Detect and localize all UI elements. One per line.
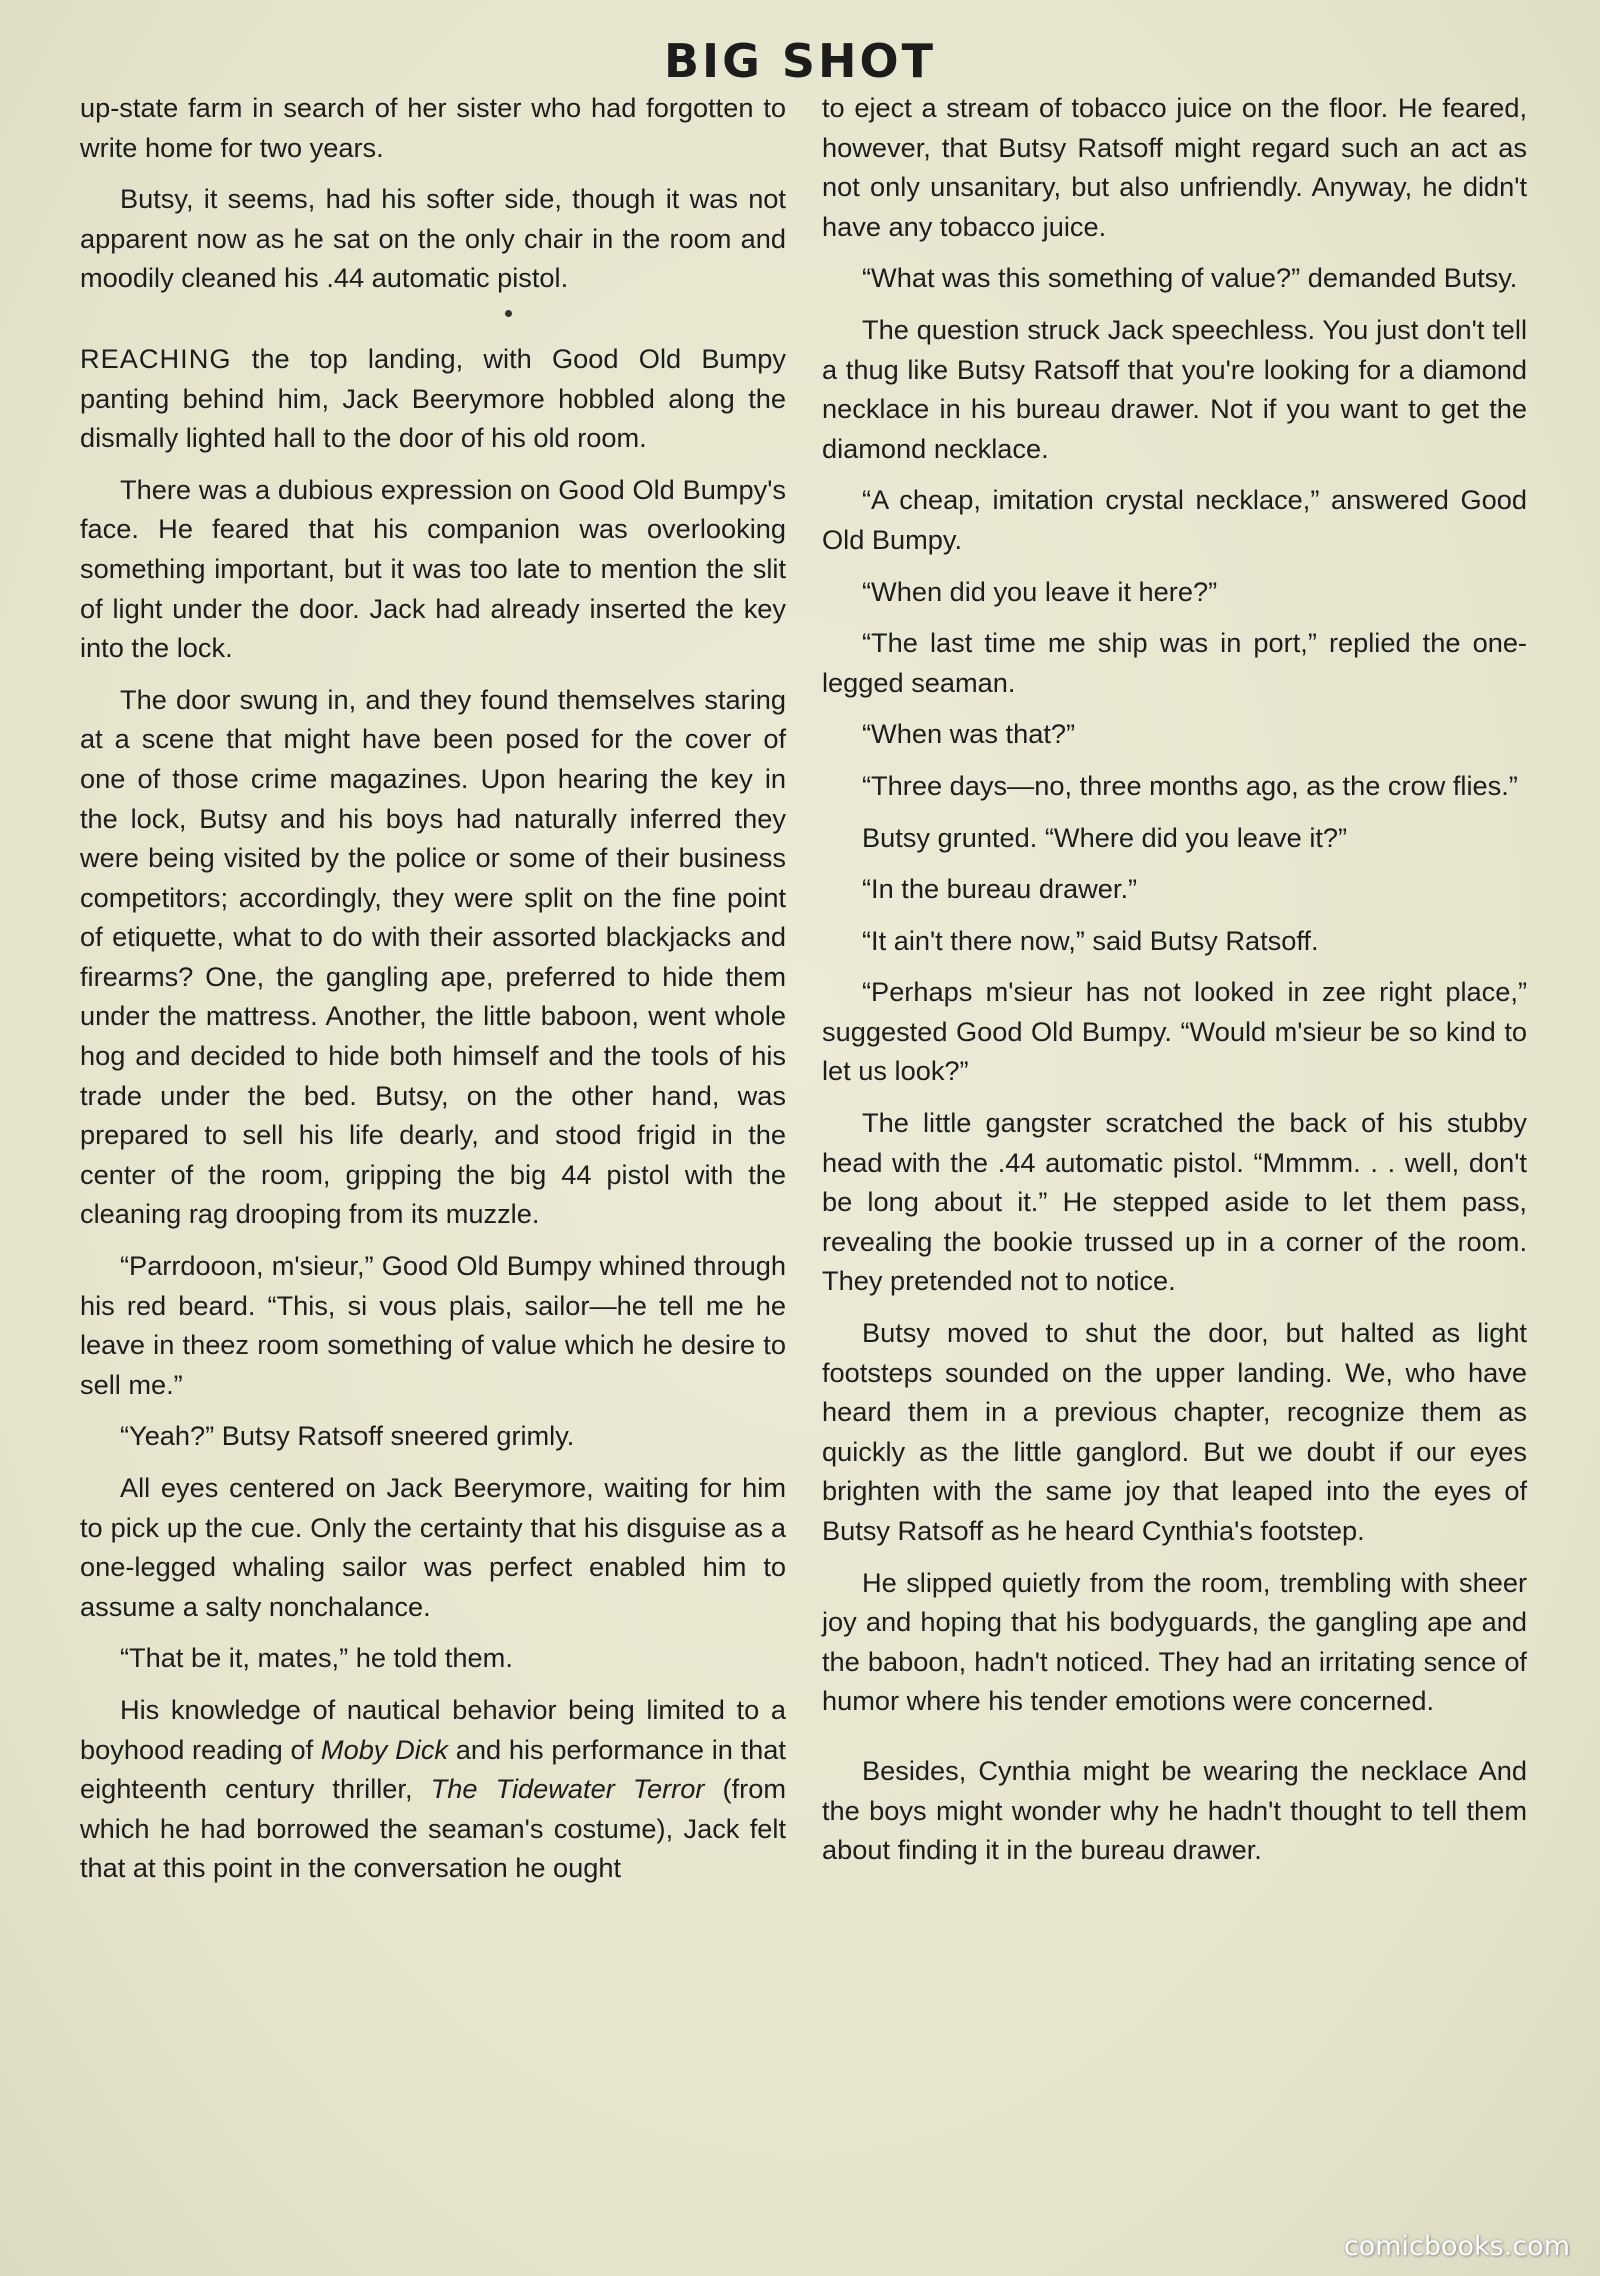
paragraph: There was a dubious expression on Good Old Bumpy's face. He feared that his companion was overlooking something important, but it was too late to mention the slit of light under the door. Jack had already inserted the key into the lock.	[80, 473, 786, 664]
paragraph: to eject a stream of tobacco juice on the floor. He feared, however, that Butsy Ratsoff might regard such an act as not only unsanitary, but also unfriendly. Anyway, he didn't have any tobacco juice.	[822, 92, 1527, 242]
paragraph: All eyes centered on Jack Beerymore, waiting for him to pick up the cue. Only the certainty that his disguise as a one-legged whaling sailor was perfect enabled him to assume a salty nonchalance.	[80, 1472, 786, 1622]
paragraph: up-state farm in search of her sister who had forgotten to write home for two years.	[80, 92, 786, 163]
paragraph: The door swung in, and they found themselves staring at a scene that might have been posed for the cover of one of those crime magazines. Upon hearing the key in the lock, Butsy and his boys had naturally inferred they were being visited by the police or some of their business competitors; accordingly, they were split on the fine point of etiquette, what to do with their assorted blackjacks and firearms? One, the gangling ape, preferred to hide them under the mattress. Another, the little baboon, went whole hog and decided to hide both himself and the tools of his trade under the bed. Butsy, on the other hand, was prepared to sell his life dearly, and stood frigid in the center of the room, gripping the big 44 pistol with the cleaning rag drooping from its muzzle.	[80, 683, 786, 1230]
paragraph: “Parrdooon, m'sieur,” Good Old Bumpy whined through his red beard. “This, si vous plais, sailor—he tell me he leave in theez room something of value which he desire to sell me.”	[80, 1250, 786, 1400]
paragraph	[80, 1690, 786, 1888]
paragraph: Butsy, it seems, had his softer side, though it was not apparent now as he sat on the only chair in the room and moodily cleaned his .44 automatic pistol.	[80, 183, 786, 294]
paragraph: “Yeah?” Butsy Ratsoff sneered grimly.	[120, 1420, 575, 1452]
paragraph: Butsy grunted. “Where did you leave it?”	[862, 821, 1348, 853]
paragraph: “When was that?”	[862, 718, 1076, 750]
paragraph: “What was this something of value?” demanded Butsy.	[862, 262, 1518, 294]
paragraph: The question struck Jack speechless. You just don't tell a thug like Butsy Ratsoff that you're looking for a diamond necklace in his bureau drawer. Not if you want to get the diamond necklace.	[822, 313, 1527, 464]
paragraph: “When did you leave it here?”	[862, 575, 1218, 607]
page-header-title: BIG SHOT	[663, 34, 937, 88]
right-text-column	[822, 88, 1527, 1882]
paragraph: “In the bureau drawer.”	[862, 873, 1138, 905]
paragraph: Besides, Cynthia might be wearing the necklace And the boys might wonder why he hadn't thought to tell them about finding it in the bureau drawer.	[822, 1754, 1527, 1866]
paragraph: “That be it, mates,” he told them.	[120, 1642, 513, 1674]
paragraph: “It ain't there now,” said Butsy Ratsoff.	[862, 924, 1319, 956]
scene-break-bullet	[505, 310, 512, 317]
paragraph-text: (from which he had borrowed the seaman's costume), Jack felt that at this point in the conversation he ought	[80, 1773, 786, 1884]
site-watermark: comicbooks.com	[1343, 2231, 1570, 2262]
paragraph: “The last time me ship was in port,” replied the one-legged seaman.	[822, 627, 1527, 698]
book-title-italic: The Tidewater Terror	[430, 1773, 705, 1805]
paragraph: The little gangster scratched the back of his stubby head with the .44 automatic pistol. “Mmmm. . . well, don't be long about it.” He stepped aside to let them pass, revealing the bookie trussed up in a corner of the room. They pretended not to notice.	[822, 1107, 1527, 1297]
paragraph: He slipped quietly from the room, trembling with sheer joy and hoping that his bodyguards, the gangling ape and the baboon, hadn't noticed. They had an irritating sence of humor where his tender emotions were concerned.	[822, 1566, 1527, 1717]
paragraph: “A cheap, imitation crystal necklace,” answered Good Old Bumpy.	[822, 484, 1527, 555]
paragraph: “Three days—no, three months ago, as the crow flies.”	[862, 769, 1518, 801]
paragraph: “Perhaps m'sieur has not looked in zee right place,” suggested Good Old Bumpy. “Would m'sieur be so kind to let us look?”	[822, 976, 1527, 1087]
paragraph-text: His knowledge of nautical behavior being limited to a boyhood reading of	[80, 1693, 786, 1765]
paragraph: Butsy moved to shut the door, but halted as light footsteps sounded on the upper landing. We, who have heard them in a previous chapter, recognize them as quickly as the little ganglord. But we doubt if our eyes brighten with the same joy that leaped into the eyes of Butsy Ratsoff as he heard Cynthia's footstep.	[822, 1317, 1527, 1546]
left-text-column	[80, 88, 786, 1900]
paragraph-text: and his performance in that eighteenth century thriller,	[80, 1733, 786, 1805]
book-title-italic: Moby Dick	[320, 1733, 449, 1765]
paragraph-text: the top landing, with Good Old Bumpy panting behind him, Jack Beerymore hobbled along the dismally lighted hall to the door of his old room.	[80, 342, 786, 454]
lead-in-word: REACHING	[80, 342, 232, 374]
paragraph	[80, 339, 786, 458]
